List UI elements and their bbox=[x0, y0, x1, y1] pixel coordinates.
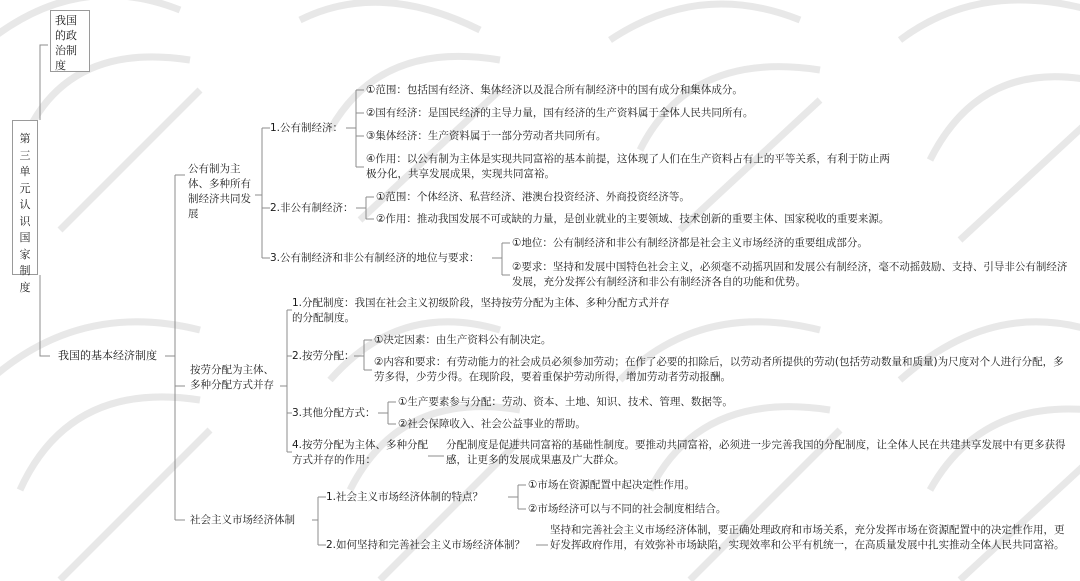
nonpublic-economy-node[interactable]: 2.非公有制经济： bbox=[270, 202, 354, 214]
improve-text: 坚持和完善社会主义市场经济体制，要正确处理政府和市场关系，充分发挥市场在资源配置中的决定性作用，更好发挥政府作用，有效弥补市场缺陷，实现效率和公平有机统一，在高质量发展中扎实推动全体人民共同富裕。 bbox=[550, 524, 1065, 551]
bylabor-node[interactable]: 2.按劳分配： bbox=[292, 350, 355, 362]
distribution-node[interactable]: 按劳分配为主体、多种分配方式并存 bbox=[190, 364, 274, 391]
public-item-2: ②国有经济：是国民经济的主导力量，国有经济的生产资料属于全体人民共同所有。 bbox=[366, 107, 754, 119]
role-node[interactable]: 4.按劳分配为主体、多种分配方式并存的作用： bbox=[292, 439, 429, 466]
bylabor-item-1: ①决定因素：由生产资料公有制决定。 bbox=[374, 334, 552, 346]
market-improve-node[interactable]: 2.如何坚持和完善社会主义市场经济体制？ bbox=[326, 539, 526, 551]
status-item-2: ②要求：坚持和发展中国特色社会主义，必须毫不动摇巩固和发展公有制经济，毫不动摇鼓励、支持、引导非公有制经济发展，充分发挥公有制经济和非公有制经济各自的功能和优势。 bbox=[512, 261, 1068, 288]
ownership-node[interactable]: 公有制为主体、多种所有制经济共同发展 bbox=[188, 163, 251, 220]
public-item-4: ④作用：以公有制为主体是实现共同富裕的基本前提，这体现了人们在生产资料占有上的平等关系，有利于防止两极分化，共享发展成果，实现共同富裕。 bbox=[366, 153, 890, 180]
nonpublic-item-2: ②作用：推动我国发展不可或缺的力量，是创业就业的主要领域、技术创新的重要主体、国家税收的重要来源。 bbox=[376, 213, 890, 225]
public-item-1: ①范围：包括国有经济、集体经济以及混合所有制经济中的国有成分和集体成分。 bbox=[366, 84, 743, 96]
market-economy-node[interactable]: 社会主义市场经济体制 bbox=[190, 514, 295, 526]
status-item-1: ①地位：公有制经济和非公有制经济都是社会主义市场经济的重要组成部分。 bbox=[512, 237, 868, 249]
public-item-3: ③集体经济：生产资料属于一部分劳动者共同所有。 bbox=[366, 130, 607, 142]
distribution-system-node[interactable]: 1.分配制度：我国在社会主义初级阶段，坚持按劳分配为主体、多种分配方式并存的分配制度。 bbox=[292, 297, 670, 324]
role-text: 分配制度是促进共同富裕的基础性制度。要推动共同富裕，必须进一步完善我国的分配制度，让全体人民在共建共享发展中有更多获得感，让更多的发展成果惠及广大群众。 bbox=[446, 439, 1066, 466]
features-item-2: ②市场经济可以与不同的社会制度相结合。 bbox=[528, 503, 727, 515]
economic-system-node[interactable]: 我国的基本经济制度 bbox=[58, 349, 157, 362]
bylabor-item-2: ②内容和要求：有劳动能力的社会成员必须参加劳动；在作了必要的扣除后，以劳动者所提供的劳动(包括劳动数量和质量)为尺度对个人进行分配，多劳多得，少劳少得。在现阶段，要着重保护劳动所得，增加劳动者劳动报酬。 bbox=[374, 356, 1064, 383]
nonpublic-item-1: ①范围：个体经济、私营经济、港澳台投资经济、外商投资经济等。 bbox=[376, 191, 690, 203]
political-system-node[interactable]: 我国的政治制度 bbox=[50, 10, 90, 72]
root-node[interactable]: 第三单元认识国家制度 bbox=[12, 120, 38, 275]
other-item-1: ①生产要素参与分配：劳动、资本、土地、知识、技术、管理、数据等。 bbox=[398, 396, 733, 408]
public-economy-node[interactable]: 1.公有制经济： bbox=[270, 122, 344, 134]
other-item-2: ②社会保障收入、社会公益事业的帮助。 bbox=[398, 418, 586, 430]
market-features-node[interactable]: 1.社会主义市场经济体制的特点？ bbox=[326, 491, 484, 503]
status-node[interactable]: 3.公有制经济和非公有制经济的地位与要求： bbox=[270, 252, 480, 264]
other-distribution-node[interactable]: 3.其他分配方式： bbox=[292, 407, 376, 419]
features-item-1: ①市场在资源配置中起决定性作用。 bbox=[528, 479, 695, 491]
